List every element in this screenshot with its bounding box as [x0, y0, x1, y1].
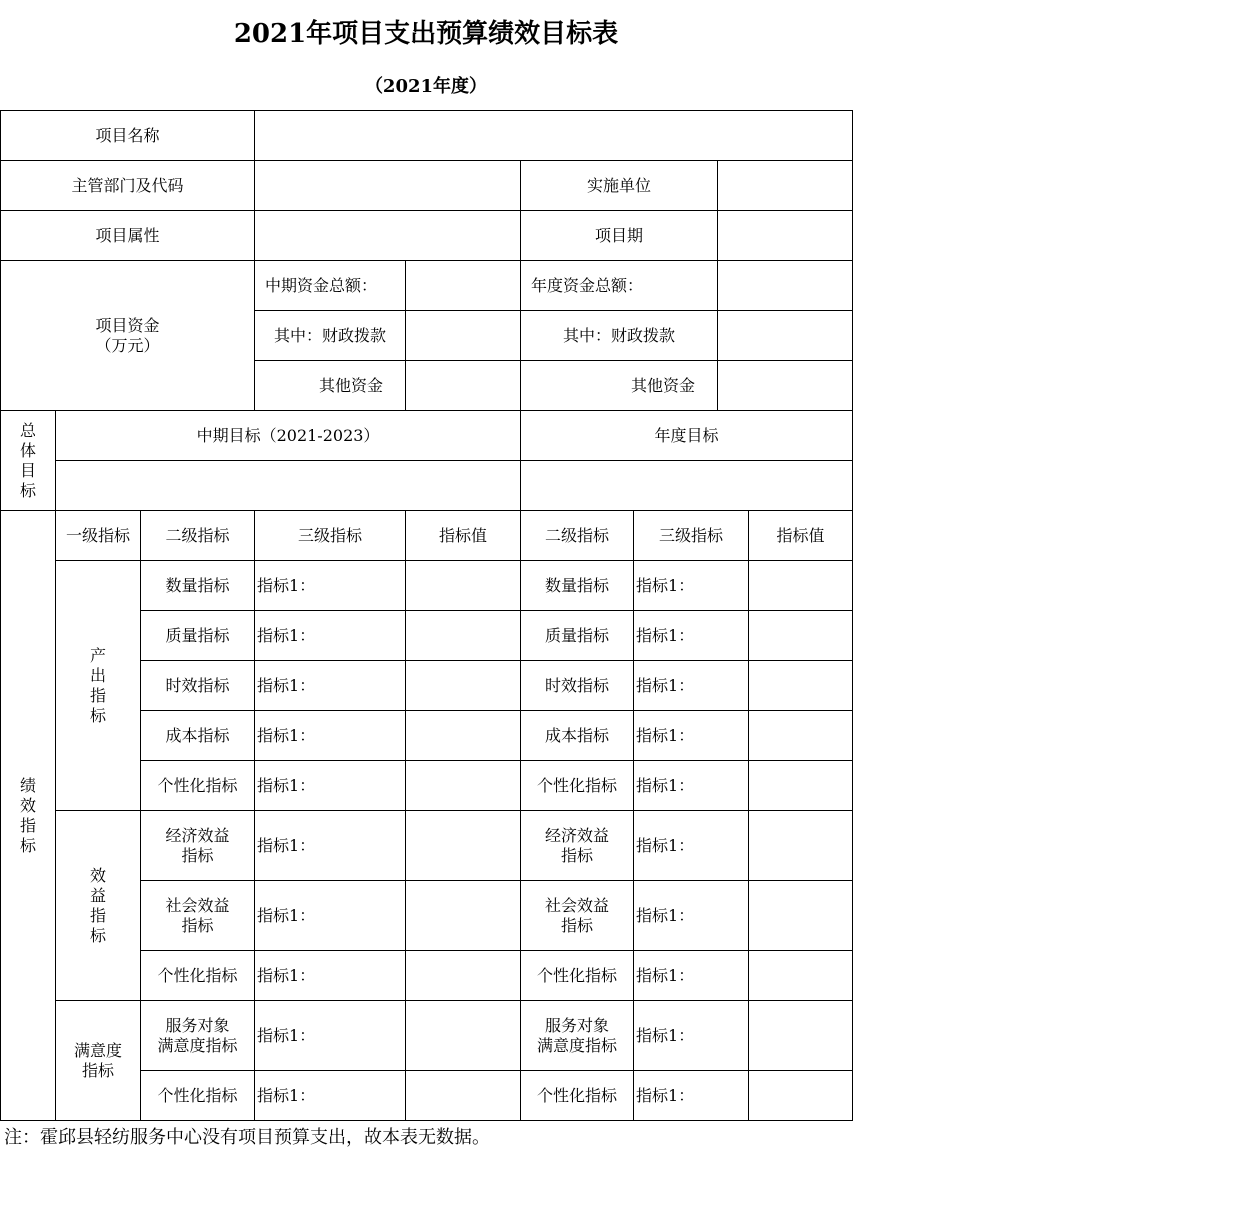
value-mid [406, 661, 521, 711]
personalized-label-year: 个性化指标 [521, 761, 634, 811]
indicator-mid: 指标1： [255, 611, 406, 661]
indicator-year: 指标1： [634, 761, 749, 811]
indicator-year: 指标1： [634, 951, 749, 1001]
year-total-value [718, 261, 853, 311]
attr-value [255, 211, 521, 261]
table-row [1, 811, 853, 881]
mid-goal-header: 中期目标（2021-2023） [56, 411, 521, 461]
mid-fiscal-value [406, 311, 521, 361]
table-row [1, 211, 853, 261]
table-row [1, 461, 853, 511]
value-year [749, 711, 853, 761]
impl-unit-value [718, 161, 853, 211]
indicator-mid: 指标1： [255, 811, 406, 881]
year-other-label: 其他资金 [521, 361, 718, 411]
value-header-mid: 指标值 [406, 511, 521, 561]
value-year [749, 951, 853, 1001]
year-fiscal-value [718, 311, 853, 361]
mid-other-label: 其他资金 [255, 361, 406, 411]
period-label: 项目期 [521, 211, 718, 261]
value-year [749, 1001, 853, 1071]
benefit-category: 效益指标 [56, 811, 141, 1001]
value-year [749, 881, 853, 951]
performance-target-table [0, 110, 853, 1121]
value-mid [406, 1001, 521, 1071]
indicator-mid: 指标1： [255, 711, 406, 761]
personalized-label-year: 个性化指标 [521, 1071, 634, 1121]
quality-label-year: 质量指标 [521, 611, 634, 661]
value-year [749, 611, 853, 661]
timeliness-label-mid: 时效指标 [141, 661, 255, 711]
value-mid [406, 811, 521, 881]
service-label-year: 服务对象 满意度指标 [521, 1001, 634, 1071]
page-title: 2021年项目支出预算绩效目标表 [233, 19, 619, 49]
indicator-year: 指标1： [634, 711, 749, 761]
service-label-mid: 服务对象 满意度指标 [141, 1001, 255, 1071]
table-row [1, 511, 853, 561]
value-year [749, 1071, 853, 1121]
cost-label-year: 成本指标 [521, 711, 634, 761]
value-mid [406, 611, 521, 661]
value-year [749, 561, 853, 611]
indicator-mid: 指标1： [255, 761, 406, 811]
table-row [1, 111, 853, 161]
level3-header-year: 三级指标 [634, 511, 749, 561]
indicator-mid: 指标1： [255, 1071, 406, 1121]
quantity-label-year: 数量指标 [521, 561, 634, 611]
table-row [1, 411, 853, 461]
indicator-mid: 指标1： [255, 561, 406, 611]
period-value [718, 211, 853, 261]
year-goal-content [521, 461, 853, 511]
year-fiscal-label: 其中：财政拨款 [521, 311, 718, 361]
indicator-year: 指标1： [634, 881, 749, 951]
value-header-year: 指标值 [749, 511, 853, 561]
mid-goal-content [56, 461, 521, 511]
table-row [1, 161, 853, 211]
table-row [1, 1001, 853, 1071]
indicator-year: 指标1： [634, 1001, 749, 1071]
footnote: 注：霍邱县轻纺服务中心没有项目预算支出，故本表无数据。 [4, 1127, 490, 1148]
value-year [749, 811, 853, 881]
quantity-label-mid: 数量指标 [141, 561, 255, 611]
output-category: 产出指标 [56, 561, 141, 811]
table-row [1, 561, 853, 611]
indicator-mid: 指标1： [255, 661, 406, 711]
indicator-year: 指标1： [634, 661, 749, 711]
overall-goal-label: 总体目标 [1, 411, 56, 511]
satisfaction-category: 满意度指标 [56, 1001, 141, 1121]
timeliness-label-year: 时效指标 [521, 661, 634, 711]
value-mid [406, 761, 521, 811]
indicator-year: 指标1： [634, 811, 749, 881]
project-name-label: 项目名称 [1, 111, 255, 161]
project-name-value [255, 111, 853, 161]
fund-label-line2: （万元） [95, 335, 160, 355]
dept-value [255, 161, 521, 211]
indicator-mid: 指标1： [255, 881, 406, 951]
fund-label-line1: 项目资金 [95, 315, 160, 335]
level2-header-year: 二级指标 [521, 511, 634, 561]
value-mid [406, 951, 521, 1001]
fund-label [1, 261, 255, 411]
indicator-mid: 指标1： [255, 951, 406, 1001]
table-row [1, 261, 853, 311]
level3-header-mid: 三级指标 [255, 511, 406, 561]
personalized-label-year: 个性化指标 [521, 951, 634, 1001]
level1-header: 一级指标 [56, 511, 141, 561]
social-label-year: 社会效益 指标 [521, 881, 634, 951]
perf-indicator-label: 绩效指标 [1, 511, 56, 1121]
economic-label-year: 经济效益 指标 [521, 811, 634, 881]
indicator-year: 指标1： [634, 611, 749, 661]
dept-label: 主管部门及代码 [1, 161, 255, 211]
indicator-mid: 指标1： [255, 1001, 406, 1071]
economic-label-mid: 经济效益 指标 [141, 811, 255, 881]
attr-label: 项目属性 [1, 211, 255, 261]
personalized-label-mid: 个性化指标 [141, 951, 255, 1001]
personalized-label-mid: 个性化指标 [141, 761, 255, 811]
personalized-label-mid: 个性化指标 [141, 1071, 255, 1121]
page-subtitle: （2021年度） [364, 76, 488, 97]
mid-total-value [406, 261, 521, 311]
indicator-year: 指标1： [634, 1071, 749, 1121]
indicator-year: 指标1： [634, 561, 749, 611]
social-label-mid: 社会效益 指标 [141, 881, 255, 951]
year-total-label: 年度资金总额： [521, 261, 718, 311]
year-goal-header: 年度目标 [521, 411, 853, 461]
value-mid [406, 881, 521, 951]
value-mid [406, 711, 521, 761]
value-year [749, 761, 853, 811]
mid-other-value [406, 361, 521, 411]
value-mid [406, 561, 521, 611]
quality-label-mid: 质量指标 [141, 611, 255, 661]
mid-fiscal-label: 其中：财政拨款 [255, 311, 406, 361]
cost-label-mid: 成本指标 [141, 711, 255, 761]
value-mid [406, 1071, 521, 1121]
impl-unit-label: 实施单位 [521, 161, 718, 211]
year-other-value [718, 361, 853, 411]
value-year [749, 661, 853, 711]
level2-header-mid: 二级指标 [141, 511, 255, 561]
mid-total-label: 中期资金总额： [255, 261, 406, 311]
